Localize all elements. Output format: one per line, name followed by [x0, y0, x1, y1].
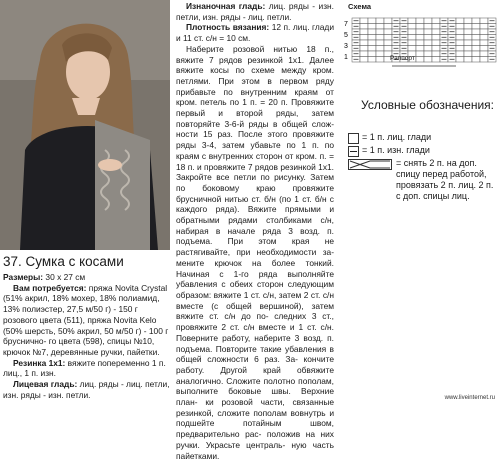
knitting-scheme: [340, 14, 499, 70]
scheme-cell: [432, 24, 440, 30]
scheme-cell: [480, 18, 488, 24]
scheme-cell: [456, 18, 464, 24]
legend-knit-text: = 1 п. лиц. глади: [362, 132, 432, 142]
knit-stitch-symbol: [348, 133, 359, 144]
scheme-cell: [376, 24, 384, 30]
legend-title: Условные обозначения:: [361, 98, 494, 112]
rib-text: вяжите попеременно 1 п. лиц., 1 п. изн.: [3, 357, 166, 379]
scheme-cell: [368, 46, 376, 52]
scheme-cell: [368, 18, 376, 24]
scheme-cell: [432, 46, 440, 52]
scheme-cell: [424, 40, 432, 46]
scheme-cell: [464, 18, 472, 24]
scheme-cell: [416, 46, 424, 52]
scheme-cell: [360, 57, 368, 63]
middle-text-column: [176, 1, 334, 461]
scheme-cell: [368, 51, 376, 57]
scheme-cell: [464, 35, 472, 41]
scheme-cell: [360, 24, 368, 30]
scheme-cell: [456, 24, 464, 30]
scheme-cell: [416, 24, 424, 30]
scheme-cell: [456, 29, 464, 35]
row-number-5: 5: [344, 32, 348, 39]
scheme-cell: [480, 57, 488, 63]
scheme-cell: [432, 18, 440, 24]
scheme-cell: [416, 40, 424, 46]
size-value: 30 x 27 см: [43, 272, 86, 282]
legend-purl-text: = 1 п. изн. глади: [362, 145, 430, 155]
stockinette-paragraph: [3, 379, 171, 400]
scheme-cell: [480, 51, 488, 57]
scheme-cell: [456, 35, 464, 41]
scheme-cell: [480, 35, 488, 41]
scheme-cell: [480, 24, 488, 30]
scheme-cell: [464, 40, 472, 46]
scheme-cell: [480, 46, 488, 52]
scheme-cell: [408, 35, 416, 41]
page-title: 37. Сумка с косами: [3, 254, 124, 269]
scheme-cell: [472, 24, 480, 30]
scheme-cell: [472, 46, 480, 52]
legend-purl-row: [348, 145, 498, 156]
scheme-cell: [464, 24, 472, 30]
scheme-cell: [472, 29, 480, 35]
scheme-title: Схема: [348, 2, 372, 11]
scheme-cell: [472, 18, 480, 24]
scheme-cell: [376, 29, 384, 35]
scheme-cell: [432, 35, 440, 41]
instructions-paragraph: Наберите розовой нитью 18 п., вяжите 7 рядов резинкой 1x1. Далее вяжите косы по схеме между кром. петлями. При этом в первом ряду прибавьте по внутренним краям от кром. петель по 1 п. = 20 п. Провяжите первый и второй ряды, затем повторяйте 3-6-й ряды в общей слож- ности 15 раз. После этого провяжите ряды 3-4, затем убавьте по 1 п. по краям с внутренних сторон от кром. п. = 18 п. и провяжите 7 рядов резинкой 1x1. Закройте все петли по рисунку. Затем по боковому краю провяжите брусничной нитью ст. б/н (по 1 ст. б/н с каждого ряда). Вяжите прямыми и обратными рядами столбиками с/н, набирая в начале ряда 3 возд. п. подъема. При этом края не растягивайте, при необходимости за- мените крючок на более тонкий. Начиная с 1-го ряда выполняйте убавления с обеих сторон следующим образом: вяжите 1 ст. с/н, затем 2 ст. с/н вместе (с общей вершиной), затем вяжите ст. с/н до по- следних 3 ст., провяжите 2 ст. с/н вместе и 1 ст. с/н. Поверните работу, наберите 3 возд. п. подъема. Повторите такие убавления в общей сложности 6 раз. За- кончите работу. Другой край обвяжите аналогично. Сложите полотно пополам, выполните боковые швы. Верхние план- ки розовой части, связанные резинкой, сложите пополам вовнутрь и подшейте потайным швом, предварительно рас- положив на них ручки. Украсьте централь- ную часть пайетками.: [176, 43, 334, 461]
legend-knit-row: [348, 132, 498, 143]
scheme-cell: [472, 51, 480, 57]
scheme-cell: [368, 29, 376, 35]
scheme-cell: [416, 57, 424, 63]
scheme-cell: [376, 57, 384, 63]
scheme-cell: [424, 46, 432, 52]
scheme-cell: [408, 40, 416, 46]
scheme-cell: [368, 40, 376, 46]
scheme-cell: [432, 57, 440, 63]
scheme-cell: [360, 46, 368, 52]
scheme-cell: [416, 35, 424, 41]
scheme-cell: [424, 24, 432, 30]
scheme-cell: [432, 29, 440, 35]
materials-text: пряжа Novita Crystal (51% акрил, 18% мохер, 18% полиамид, 13% полиэстер, 27,5 м/50 г) - 150 г розового цвета (511), пряжа Novita Kelo (50% шерсть, 50% акрил, 50 м/50 г) - 100 г бруснично- го цвета (598), спицы №10, крючок №7, деревянные ручки, пайетки.: [3, 282, 169, 357]
scheme-cell: [424, 35, 432, 41]
rib-paragraph: [3, 358, 171, 379]
left-text-column: [3, 272, 171, 400]
size-paragraph: [3, 272, 171, 283]
scheme-cell: [456, 57, 464, 63]
scheme-cell: [360, 40, 368, 46]
stockinette-text: лиц. ряды - лиц. петли, изн. ряды - изн. петли.: [3, 379, 170, 400]
scheme-cell: [360, 35, 368, 41]
product-photo: [0, 0, 170, 250]
scheme-cell: [368, 35, 376, 41]
row-number-3: 3: [344, 43, 348, 50]
scheme-grid: [352, 18, 496, 66]
scheme-cell: [360, 18, 368, 24]
scheme-cell: [368, 57, 376, 63]
row-number-7: 7: [344, 21, 348, 28]
scheme-cell: [424, 57, 432, 63]
rib-label: Резинка 1x1:: [13, 357, 66, 368]
scheme-cell: [432, 40, 440, 46]
scheme-cell: [376, 51, 384, 57]
scheme-cell: [424, 29, 432, 35]
scheme-cell: [464, 29, 472, 35]
scheme-cell: [360, 29, 368, 35]
stockinette-label: Лицевая гладь:: [13, 379, 78, 390]
materials-paragraph: [3, 283, 171, 358]
scheme-cell: [416, 51, 424, 57]
scheme-cell: [376, 18, 384, 24]
scheme-cell: [456, 40, 464, 46]
scheme-cell: [408, 46, 416, 52]
scheme-cell: [376, 40, 384, 46]
scheme-cell: [376, 46, 384, 52]
scheme-cell: [480, 29, 488, 35]
scheme-cell: [464, 46, 472, 52]
rapport-label: Раппорт: [390, 55, 415, 62]
scheme-cell: [416, 29, 424, 35]
purl-stitch-symbol: [348, 146, 359, 157]
scheme-cell: [384, 29, 392, 35]
scheme-cell: [384, 46, 392, 52]
scheme-cell: [432, 51, 440, 57]
scheme-cell: [472, 40, 480, 46]
materials-label: Вам потребуется:: [13, 282, 87, 293]
reverse-label: Изнаночная гладь:: [186, 1, 266, 11]
gauge-label: Плотность вязания:: [186, 22, 270, 33]
scheme-cell: [464, 57, 472, 63]
scheme-cell: [480, 40, 488, 46]
scheme-cell: [424, 51, 432, 57]
scheme-cell: [384, 35, 392, 41]
scheme-cell: [368, 24, 376, 30]
scheme-cell: [416, 18, 424, 24]
scheme-cell: [408, 24, 416, 30]
legend-list: [348, 132, 498, 204]
legend-cable-text: = снять 2 п. на доп. спицу перед работой, провязать 2 п. лиц. 2 п. с доп. спицы лиц.: [396, 158, 494, 201]
reverse-stockinette-paragraph: [176, 1, 334, 22]
scheme-cell: [360, 51, 368, 57]
model-photo-illustration: [0, 0, 170, 250]
scheme-cell: [464, 51, 472, 57]
scheme-cell: [456, 51, 464, 57]
cable-symbol-icon: [348, 159, 392, 170]
scheme-cell: [408, 29, 416, 35]
row-number-1: 1: [344, 54, 348, 61]
scheme-cell: [376, 35, 384, 41]
scheme-cell: [472, 35, 480, 41]
legend-cable-row: [348, 158, 498, 202]
gauge-text: 12 п. лиц. глади и 11 ст. с/н = 10 см.: [176, 22, 334, 44]
scheme-cell: [408, 18, 416, 24]
scheme-cell: [472, 57, 480, 63]
scheme-cell: [424, 18, 432, 24]
scheme-cell: [384, 18, 392, 24]
scheme-cell: [456, 46, 464, 52]
gauge-paragraph: [176, 22, 334, 43]
scheme-cell: [384, 24, 392, 30]
size-label: Размеры:: [3, 272, 44, 282]
watermark: www.liveinternet.ru: [444, 395, 495, 401]
scheme-cell: [384, 40, 392, 46]
reverse-text: лиц. ряды - изн. петли, изн. ряды - лиц. петли.: [176, 1, 334, 22]
